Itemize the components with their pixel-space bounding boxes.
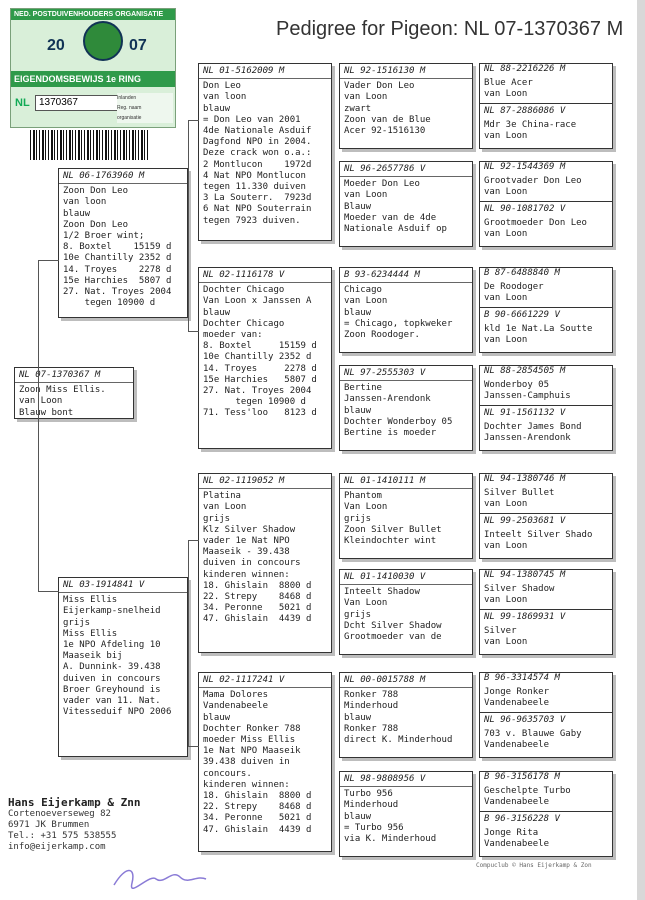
great-great-grandparents-box bbox=[479, 63, 613, 149]
ring-number: B 96-3156178 M bbox=[484, 772, 560, 782]
pigeon-info-line: 8. Boxtel 15159 d bbox=[203, 341, 317, 352]
pigeon-info-line: 27. Nat. Troyes 2004 bbox=[63, 287, 172, 298]
pigeon-info-line: 4 Nat NPO Montlucon bbox=[203, 170, 306, 181]
pigeon-info-line: Van Loon bbox=[344, 598, 388, 609]
pigeon-info-line: Dochter Chicago bbox=[203, 285, 285, 296]
pigeon-info-line: tegen 10900 d bbox=[63, 298, 156, 309]
pigeon-info-line: Moeder van de 4de bbox=[344, 212, 437, 223]
dam-box bbox=[58, 577, 188, 757]
ring-number: NL 01-1410030 V bbox=[340, 572, 472, 585]
pigeon-info-line: Dochter James Bond bbox=[484, 421, 582, 432]
ring-card-label: EIGENDOMSBEWIJS 1e RING bbox=[11, 71, 176, 87]
ring-number: NL 92-1516130 M bbox=[340, 66, 472, 79]
sire-entry bbox=[480, 772, 612, 812]
ring-number: NL 02-1119052 M bbox=[199, 476, 331, 489]
ring-number: NL 92-1544369 M bbox=[484, 162, 566, 172]
pigeon-info-line: van loon bbox=[63, 197, 107, 208]
dam-entry bbox=[480, 202, 612, 241]
pigeon-info-line: 15e Harchies 5807 d bbox=[63, 275, 172, 286]
sire-entry bbox=[480, 570, 612, 610]
pigeon-info-line: Inteelt Silver Shado bbox=[484, 529, 593, 540]
ring-number: NL 99-2503681 V bbox=[484, 515, 566, 526]
pigeon-info-line: Janssen-Arendonk bbox=[484, 433, 571, 444]
ring-number: B 90-6661229 V bbox=[484, 309, 560, 320]
pigeon-info-line: Zoon Don Leo bbox=[63, 219, 129, 230]
pigeon-info-line: Vandenabeele bbox=[484, 698, 550, 709]
dam-entry bbox=[480, 713, 612, 752]
pigeon-info-line: van Loon bbox=[344, 92, 388, 103]
ring-number: B 87-6488840 M bbox=[484, 268, 560, 278]
pigeon-info-line: Zoon Roodoger. bbox=[344, 330, 420, 341]
pigeon-info-line: Van Loon bbox=[344, 502, 388, 513]
pigeon-info-line: grijs bbox=[344, 513, 372, 524]
pigeon-info-line: Broer Greyhound is bbox=[63, 684, 161, 695]
great-great-grandparents-box bbox=[479, 672, 613, 758]
pigeon-info-line: Mama Dolores bbox=[203, 690, 269, 701]
pigeon-info-line: blauw bbox=[344, 712, 372, 723]
great-grandparent-box bbox=[339, 267, 473, 353]
ring-number: NL 99-1869931 V bbox=[484, 611, 566, 622]
pigeon-info-line: = Don Leo van 2001 bbox=[203, 114, 301, 125]
pigeon-info-line: Deze crack won o.a.: bbox=[203, 148, 312, 159]
pigeon-info-line: Blauw bbox=[344, 201, 372, 212]
ring-number: NL 96-9635703 V bbox=[484, 714, 566, 725]
pigeon-info-line: Vitesseduif NPO 2006 bbox=[63, 707, 172, 718]
pigeon-info-line: Vader Don Leo bbox=[344, 81, 415, 92]
pigeon-info-line: Moeder Don Leo bbox=[344, 179, 420, 190]
dam-entry bbox=[480, 514, 612, 553]
pigeon-info-line: Chicago bbox=[344, 285, 382, 296]
great-grandparent-box bbox=[339, 161, 473, 247]
grandparent-box bbox=[198, 267, 332, 449]
pigeon-info-line: 34. Peronne 5021 d bbox=[203, 603, 312, 614]
great-great-grandparents-box bbox=[479, 771, 613, 857]
pigeon-info-line: Bertine is moeder bbox=[344, 428, 437, 439]
pigeon-info-line: Platina bbox=[203, 491, 241, 502]
pigeon-info-line: 18. Ghislain 8800 d bbox=[203, 791, 312, 802]
pigeon-info-line: grijs bbox=[63, 617, 91, 628]
pigeon-info-line: Eijerkamp-snelheid bbox=[63, 606, 161, 617]
owner-email[interactable]: info@eijerkamp.com bbox=[8, 842, 106, 852]
pigeon-info-line: 703 v. Blauwe Gaby bbox=[484, 728, 582, 739]
pigeon-info-line: Miss Ellis bbox=[63, 628, 118, 639]
pigeon-info-line: Vandenabeele bbox=[484, 740, 550, 751]
pigeon-info-line: 18. Ghislain 8800 d bbox=[203, 580, 312, 591]
great-great-grandparents-box bbox=[479, 161, 613, 247]
pigeon-info-line: 2 Montlucon 1972d bbox=[203, 159, 312, 170]
pigeon-info-line: grijs bbox=[344, 609, 372, 620]
ring-number: NL 90-1081702 V bbox=[484, 203, 566, 214]
pigeon-info-line: Blauw bont bbox=[19, 407, 74, 418]
pigeon-info-line: Maaseik bij bbox=[63, 651, 123, 662]
pigeon-info-line: kld 1e Nat.La Soutte bbox=[484, 323, 593, 334]
sire-entry bbox=[480, 268, 612, 308]
pigeon-info-line: Minderhoud bbox=[344, 701, 399, 712]
ring-card-number: 1370367 bbox=[35, 95, 120, 111]
great-great-grandparents-box bbox=[479, 365, 613, 451]
dam-entry bbox=[480, 104, 612, 143]
pigeon-info-line: 71. Tess'loo 8123 d bbox=[203, 408, 317, 419]
pigeon-info-line: Mdr 3e China-race bbox=[484, 119, 577, 130]
pigeon-info-line: blauw bbox=[344, 811, 372, 822]
pigeon-info-line: Wonderboy 05 bbox=[484, 380, 550, 391]
ring-number: NL 96-2657786 V bbox=[340, 164, 472, 177]
ring-number: NL 87-2886086 V bbox=[484, 105, 566, 116]
pigeon-info-line: van Loon bbox=[484, 89, 528, 100]
grandparent-box bbox=[198, 672, 332, 852]
tree-connector bbox=[38, 260, 59, 592]
sire-entry bbox=[480, 673, 612, 713]
ring-card-org: NED. POSTDUIVENHOUDERS ORGANISATIE bbox=[11, 9, 175, 20]
pigeon-info-line: 10e Chantilly 2352 d bbox=[63, 253, 172, 264]
pigeon-info-line: Dochter Chicago bbox=[203, 318, 285, 329]
pigeon-info-line: 22. Strepy 8468 d bbox=[203, 592, 312, 603]
pigeon-info-line: van Loon bbox=[484, 637, 528, 648]
pigeon-info-line: van Loon bbox=[484, 595, 528, 606]
pigeon-info-line: van Loon bbox=[19, 396, 63, 407]
pigeon-info-line: tegen 11.330 duiven bbox=[203, 182, 306, 193]
pigeon-info-line: kinderen winnen: bbox=[203, 569, 290, 580]
ring-number: NL 88-2216226 M bbox=[484, 64, 566, 74]
owner-name: Hans Eijerkamp & Znn bbox=[8, 796, 141, 809]
ring-number: NL 88-2854505 M bbox=[484, 366, 566, 376]
pigeon-info-line: = Chicago, topkweker bbox=[344, 318, 453, 329]
pigeon-info-line: moeder Miss Ellis bbox=[203, 735, 296, 746]
pigeon-info-line: blauw bbox=[63, 208, 91, 219]
pigeon-info-line: van Loon bbox=[484, 335, 528, 346]
ring-number: NL 02-1116178 V bbox=[199, 270, 331, 283]
ring-number: B 96-3314574 M bbox=[484, 673, 560, 683]
pigeon-info-line: van Loon bbox=[484, 131, 528, 142]
pigeon-info-line: blauw bbox=[203, 712, 231, 723]
tree-connector bbox=[188, 120, 199, 332]
ring-card-option: Reg. naam bbox=[117, 105, 142, 111]
pigeon-info-line: 22. Strepy 8468 d bbox=[203, 802, 312, 813]
pigeon-info-line: van Loon bbox=[203, 502, 247, 513]
ring-number: NL 94-1380746 M bbox=[484, 474, 566, 484]
ring-number: NL 97-2555303 V bbox=[340, 368, 472, 381]
tree-connector bbox=[188, 540, 199, 747]
great-grandparent-box bbox=[339, 569, 473, 655]
pigeon-info-line: De Roodoger bbox=[484, 282, 544, 293]
owner-info bbox=[8, 796, 140, 853]
pigeon-info-line: Vandenabeele bbox=[484, 797, 550, 808]
ring-number: NL 01-5162009 M bbox=[199, 66, 331, 79]
ring-number: NL 02-1117241 V bbox=[199, 675, 331, 688]
pigeon-info-line: 4de Nationale Asduif bbox=[203, 126, 312, 137]
great-grandparent-box bbox=[339, 672, 473, 758]
pigeon-info-line: Zoon Don Leo bbox=[63, 186, 129, 197]
pigeon-info-line: van Loon bbox=[484, 229, 528, 240]
pigeon-info-line: Vandenabeele bbox=[484, 839, 550, 850]
pigeon-info-line: Miss Ellis bbox=[63, 595, 118, 606]
pigeon-info-line: tegen 7923 duiven. bbox=[203, 215, 301, 226]
crest-icon bbox=[83, 21, 123, 61]
subject-pigeon bbox=[14, 367, 134, 419]
pigeon-info-line: Nationale Asduif op bbox=[344, 224, 447, 235]
pigeon-info-line: Jonge Rita bbox=[484, 827, 539, 838]
pigeon-info-line: 15e Harchies 5807 d bbox=[203, 374, 317, 385]
pigeon-info-line: 39.438 duiven in bbox=[203, 757, 290, 768]
pigeon-info-line: Dcht Silver Shadow bbox=[344, 620, 442, 631]
footer-credit: Compuclub © Hans Eijerkamp & Zon bbox=[476, 862, 592, 869]
pigeon-info-line: 10e Chantilly 2352 d bbox=[203, 352, 312, 363]
ring-card-options bbox=[117, 93, 173, 123]
pigeon-info-line: blauw bbox=[203, 103, 231, 114]
pigeon-info-line: kinderen winnen: bbox=[203, 779, 290, 790]
pigeon-info-line: 27. Nat. Troyes 2004 bbox=[203, 386, 312, 397]
pigeon-info-line: Geschelpte Turbo bbox=[484, 786, 571, 797]
pigeon-info-line: Vandenabeele bbox=[203, 701, 269, 712]
pigeon-info-line: van Loon bbox=[344, 190, 388, 201]
pigeon-info-line: Phantom bbox=[344, 491, 382, 502]
pigeon-info-line: A. Dunnink- 39.438 bbox=[63, 662, 161, 673]
page-edge bbox=[637, 0, 645, 900]
pigeon-info-line: 6 Nat NPO Souterrain bbox=[203, 204, 312, 215]
great-great-grandparents-box bbox=[479, 473, 613, 559]
great-grandparent-box bbox=[339, 63, 473, 149]
grandparent-box bbox=[198, 63, 332, 241]
ring-number: NL 07-1370367 M bbox=[15, 370, 133, 383]
pigeon-info-line: blauw bbox=[344, 307, 372, 318]
ring-number: B 96-3156228 V bbox=[484, 813, 560, 824]
pigeon-info-line: Zoon Miss Ellis. bbox=[19, 385, 106, 396]
sire-entry bbox=[480, 366, 612, 406]
pigeon-info-line: Zoon van de Blue bbox=[344, 114, 431, 125]
pigeon-info-line: van Loon bbox=[344, 296, 388, 307]
dam-entry bbox=[480, 812, 612, 851]
ring-card bbox=[10, 8, 176, 128]
ring-number: NL 98-9808956 V bbox=[340, 774, 472, 787]
great-grandparent-box bbox=[339, 473, 473, 559]
pigeon-info-line: zwart bbox=[344, 103, 372, 114]
pigeon-info-line: grijs bbox=[203, 513, 231, 524]
pigeon-info-line: Van Loon x Janssen A bbox=[203, 296, 312, 307]
sire-entry bbox=[480, 474, 612, 514]
pigeon-info-line: 1e NPO Afdeling 10 bbox=[63, 640, 161, 651]
pigeon-info-line: Kleindochter wint bbox=[344, 536, 437, 547]
pigeon-info-line: vader van 11. Nat. bbox=[63, 696, 161, 707]
pigeon-info-line: 47. Ghislain 4439 d bbox=[203, 824, 312, 835]
pigeon-info-line: Janssen-Arendonk bbox=[344, 394, 431, 405]
sire-box bbox=[58, 168, 188, 318]
pigeon-info-line: 1/2 Broer wint; bbox=[63, 231, 145, 242]
sire-entry bbox=[480, 162, 612, 202]
pigeon-info-line: duiven in concours bbox=[63, 673, 161, 684]
great-grandparent-box bbox=[339, 771, 473, 857]
sire-entry bbox=[480, 64, 612, 104]
ring-number: NL 94-1380745 M bbox=[484, 570, 566, 580]
pigeon-info-line: 14. Troyes 2278 d bbox=[63, 264, 172, 275]
pigeon-info-line: van Loon bbox=[484, 541, 528, 552]
grandparent-box bbox=[198, 473, 332, 653]
pigeon-info-line: Silver bbox=[484, 625, 517, 636]
pigeon-info-line: blauw bbox=[344, 405, 372, 416]
pigeon-info-line: duiven in concours bbox=[203, 558, 301, 569]
pigeon-info-line: Acer 92-1516130 bbox=[344, 126, 426, 137]
pigeon-info-line: 34. Peronne 5021 d bbox=[203, 813, 312, 824]
pigeon-info-line: Dochter Ronker 788 bbox=[203, 723, 301, 734]
pigeon-info-line: Ronker 788 bbox=[344, 690, 399, 701]
pigeon-info-line: Grootmoeder Don Leo bbox=[484, 217, 587, 228]
owner-phone: Tel.: +31 575 538555 bbox=[8, 831, 117, 841]
ring-number: NL 01-1410111 M bbox=[340, 476, 472, 489]
pigeon-info-line: direct K. Minderhoud bbox=[344, 735, 453, 746]
pigeon-info-line: Blue Acer bbox=[484, 78, 533, 89]
dam-entry bbox=[480, 406, 612, 445]
pigeon-info-line: moeder van: bbox=[203, 330, 263, 341]
pigeon-info-line: Don Leo bbox=[203, 81, 241, 92]
pigeon-info-line: Minderhoud bbox=[344, 800, 399, 811]
pigeon-info-line: Turbo 956 bbox=[344, 789, 393, 800]
pigeon-info-line: Ronker 788 bbox=[344, 723, 399, 734]
pigeon-info-line: Jonge Ronker bbox=[484, 687, 550, 698]
pigeon-info-line: van loon bbox=[203, 92, 247, 103]
ring-number: NL 06-1763960 M bbox=[59, 171, 187, 184]
ring-card-year-a: 20 bbox=[47, 37, 65, 54]
pigeon-info-line: 8. Boxtel 15159 d bbox=[63, 242, 172, 253]
pigeon-info-line: Bertine bbox=[344, 383, 382, 394]
pigeon-info-line: van Loon bbox=[484, 499, 528, 510]
ring-card-option: organisatie bbox=[117, 115, 142, 121]
pigeon-info-line: Maaseik - 39.438 bbox=[203, 547, 290, 558]
pigeon-info-line: 3 La Souterr. 7923d bbox=[203, 193, 312, 204]
pigeon-info-line: 14. Troyes 2278 d bbox=[203, 363, 317, 374]
pigeon-info-line: tegen 10900 d bbox=[203, 397, 306, 408]
pigeon-info-line: Dochter Wonderboy 05 bbox=[344, 416, 453, 427]
pigeon-info-line: Dagfond NPO in 2004. bbox=[203, 137, 312, 148]
pigeon-info-line: Grootvader Don Leo bbox=[484, 176, 582, 187]
ring-card-country: NL bbox=[15, 97, 30, 109]
pigeon-info-line: Silver Bullet bbox=[484, 488, 555, 499]
pigeon-info-line: Janssen-Camphuis bbox=[484, 391, 571, 402]
owner-address-line: 6971 JK Brummen bbox=[8, 820, 90, 830]
pigeon-info-line: Zoon Silver Bullet bbox=[344, 524, 442, 535]
pigeon-info-line: 47. Ghislain 4439 d bbox=[203, 614, 312, 625]
ring-number: NL 91-1561132 V bbox=[484, 407, 566, 418]
pigeon-info-line: Klz Silver Shadow bbox=[203, 524, 296, 535]
pigeon-info-line: 1e Nat NPO Maaseik bbox=[203, 746, 301, 757]
ring-number: NL 03-1914841 V bbox=[59, 580, 187, 593]
pigeon-info-line: vader 1e Nat NPO bbox=[203, 536, 290, 547]
great-grandparent-box bbox=[339, 365, 473, 451]
dam-entry bbox=[480, 610, 612, 649]
great-great-grandparents-box bbox=[479, 569, 613, 655]
pigeon-info-line: van Loon bbox=[484, 293, 528, 304]
ring-card-year-b: 07 bbox=[129, 37, 147, 54]
pigeon-info-line: van Loon bbox=[484, 187, 528, 198]
pigeon-info-line: = Turbo 956 bbox=[344, 822, 404, 833]
pigeon-info-line: Grootmoeder van de bbox=[344, 632, 442, 643]
owner-address-line: Cortenoeverseweg 82 bbox=[8, 809, 111, 819]
barcode bbox=[30, 130, 148, 160]
ring-number: B 93-6234444 M bbox=[340, 270, 472, 283]
pigeon-info-line: via K. Minderhoud bbox=[344, 834, 437, 845]
ring-number: NL 00-0015788 M bbox=[340, 675, 472, 688]
signature bbox=[110, 855, 210, 895]
pigeon-info-line: concours. bbox=[203, 768, 252, 779]
great-great-grandparents-box bbox=[479, 267, 613, 353]
pigeon-info-line: Silver Shadow bbox=[484, 584, 555, 595]
dam-entry bbox=[480, 308, 612, 347]
pigeon-info-line: blauw bbox=[203, 307, 231, 318]
pigeon-info-line: Inteelt Shadow bbox=[344, 587, 420, 598]
page-title: Pedigree for Pigeon: NL 07-1370367 M bbox=[276, 18, 624, 40]
ring-card-option: Inlanden bbox=[117, 95, 137, 101]
